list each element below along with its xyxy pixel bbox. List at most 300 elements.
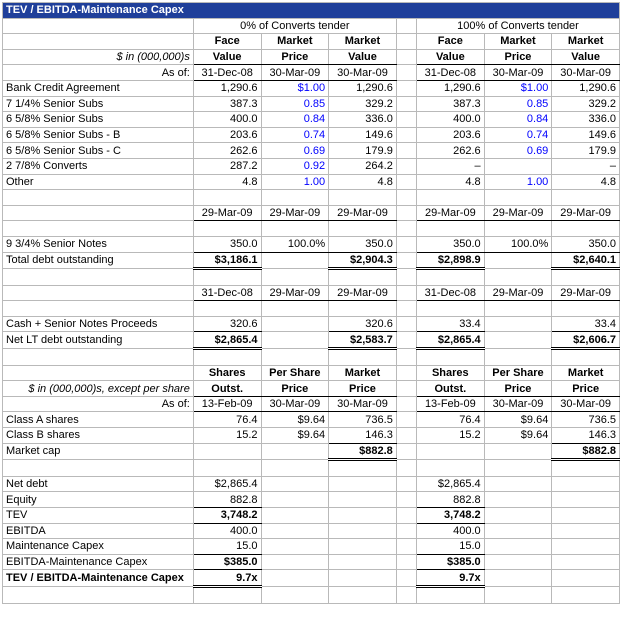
cell[interactable] [193,443,261,460]
value-cell[interactable]: 1,290.6 [329,80,397,96]
col-header[interactable]: Value [193,49,261,65]
value-cell[interactable]: 100.0% [484,236,552,252]
value-cell[interactable]: 13-Feb-09 [417,396,485,412]
value-cell[interactable]: Outst. [193,381,261,397]
cell[interactable] [484,443,552,460]
value-cell[interactable]: 0.74 [261,127,329,143]
value-cell[interactable]: 882.8 [417,492,485,508]
row-label[interactable]: 9 3/4% Senior Notes [3,236,194,252]
value-cell[interactable] [484,252,552,269]
value-cell[interactable]: 15.2 [193,428,261,444]
value-cell[interactable]: $3,186.1 [193,252,261,269]
as-of-label[interactable]: As of: [3,396,194,412]
cell[interactable] [552,349,620,366]
cell[interactable] [484,539,552,555]
col-header[interactable]: Value [552,49,620,65]
row-label[interactable]: 7 1/4% Senior Subs [3,96,194,112]
cell[interactable] [484,492,552,508]
cell[interactable] [329,554,397,570]
value-cell[interactable]: 400.0 [193,112,261,128]
cell[interactable] [261,221,329,237]
spacer-cell[interactable] [396,65,416,81]
col-header[interactable]: Market [329,34,397,50]
spacer-cell[interactable] [396,539,416,555]
spacer-cell[interactable] [396,460,416,477]
cell[interactable] [3,460,194,477]
cell[interactable] [484,570,552,587]
spacer-cell[interactable] [396,252,416,269]
date-cell[interactable]: 30-Mar-09 [261,65,329,81]
value-cell[interactable]: $9.64 [261,428,329,444]
total-debt-row [3,252,620,269]
value-cell[interactable]: Outst. [417,381,485,397]
row-label[interactable]: Class A shares [3,412,194,428]
value-cell[interactable]: 264.2 [329,158,397,174]
date-cell[interactable]: 30-Mar-09 [552,65,620,81]
value-cell[interactable]: Per Share [484,365,552,381]
row-label[interactable]: Bank Credit Agreement [3,80,194,96]
value-cell[interactable]: 30-Mar-09 [329,396,397,412]
spacer-cell[interactable] [396,174,416,190]
row-label[interactable]: Equity [3,492,194,508]
cell[interactable] [261,443,329,460]
value-cell[interactable]: 100.0% [261,236,329,252]
value-cell[interactable]: 3,748.2 [193,508,261,524]
value-cell[interactable]: 30-Mar-09 [484,396,552,412]
value-cell[interactable]: $385.0 [193,554,261,570]
cell[interactable] [3,285,194,301]
spacer-cell[interactable] [396,523,416,539]
cell[interactable] [484,269,552,286]
cell[interactable] [329,221,397,237]
value-cell[interactable]: 387.3 [193,96,261,112]
spacer-cell[interactable] [396,190,416,206]
spacer-cell[interactable] [396,554,416,570]
value-cell[interactable]: 400.0 [417,112,485,128]
spacer-cell[interactable] [396,269,416,286]
spacer-cell[interactable] [396,80,416,96]
value-cell[interactable]: $2,904.3 [329,252,397,269]
value-cell[interactable]: $2,640.1 [552,252,620,269]
cell[interactable] [261,269,329,286]
value-cell[interactable]: $2,865.4 [193,476,261,492]
value-cell[interactable]: 15.0 [417,539,485,555]
value-cell[interactable]: 350.0 [552,236,620,252]
value-cell[interactable]: Price [484,381,552,397]
spacer-cell[interactable] [396,285,416,301]
row-label[interactable]: EBITDA [3,523,194,539]
row-label[interactable]: Market cap [3,443,194,460]
value-cell[interactable]: 0.69 [261,143,329,159]
value-cell[interactable]: – [552,158,620,174]
value-cell[interactable]: $1.00 [261,80,329,96]
value-cell[interactable]: 76.4 [193,412,261,428]
cell[interactable] [261,492,329,508]
col-header[interactable]: Market [484,34,552,50]
value-cell[interactable]: 4.8 [552,174,620,190]
value-cell[interactable]: 15.0 [193,539,261,555]
cell[interactable] [417,460,485,477]
cell[interactable] [261,570,329,587]
cell[interactable] [3,34,194,50]
cell[interactable] [484,460,552,477]
spacer-cell[interactable] [396,316,416,332]
row-label[interactable]: Maintenance Capex [3,539,194,555]
value-cell[interactable]: 0.84 [484,112,552,128]
units-label[interactable]: $ in (000,000)s, except per share [3,381,194,397]
value-cell[interactable]: $9.64 [484,412,552,428]
cell[interactable] [329,269,397,286]
value-cell[interactable] [484,332,552,349]
value-cell[interactable] [484,158,552,174]
row-label[interactable]: EBITDA-Maintenance Capex [3,554,194,570]
cell[interactable] [552,523,620,539]
cell[interactable] [261,301,329,317]
value-cell[interactable]: – [417,158,485,174]
cell[interactable] [484,554,552,570]
spacer-cell[interactable] [396,365,416,381]
cell[interactable] [261,586,329,603]
spacer-cell[interactable] [396,396,416,412]
cell[interactable] [193,301,261,317]
value-cell[interactable] [261,316,329,332]
row-label[interactable]: 2 7/8% Converts [3,158,194,174]
cell[interactable] [193,586,261,603]
cell[interactable] [484,586,552,603]
cell[interactable] [261,349,329,366]
cell[interactable] [484,508,552,524]
value-cell[interactable]: 329.2 [552,96,620,112]
cell[interactable] [3,221,194,237]
row-label[interactable]: TEV [3,508,194,524]
cell[interactable] [329,301,397,317]
value-cell[interactable]: 0.92 [261,158,329,174]
value-cell[interactable]: Price [552,381,620,397]
row-label[interactable]: TEV / EBITDA-Maintenance Capex [3,570,194,587]
cell[interactable] [552,570,620,587]
cell[interactable] [552,269,620,286]
row-label[interactable]: Class B shares [3,428,194,444]
cell[interactable] [552,554,620,570]
value-cell[interactable]: 29-Mar-09 [261,285,329,301]
cell[interactable] [3,301,194,317]
cash-date-row [3,285,620,301]
cell[interactable] [329,523,397,539]
value-cell[interactable]: $2,583.7 [329,332,397,349]
value-cell[interactable]: $1.00 [484,80,552,96]
value-cell[interactable]: 350.0 [329,236,397,252]
cell[interactable] [261,523,329,539]
value-cell[interactable]: 4.8 [417,174,485,190]
spacer-cell[interactable] [396,412,416,428]
value-cell[interactable]: 9.7x [417,570,485,587]
spacer-cell[interactable] [396,476,416,492]
value-cell[interactable]: 31-Dec-08 [417,285,485,301]
equity-header-row [3,365,620,381]
spacer-cell[interactable] [396,34,416,50]
cell[interactable] [552,460,620,477]
spacer-cell[interactable] [396,205,416,221]
value-cell[interactable]: 29-Mar-09 [484,285,552,301]
spacer-cell[interactable] [396,381,416,397]
value-cell[interactable]: 400.0 [417,523,485,539]
value-cell[interactable]: 29-Mar-09 [552,285,620,301]
value-cell[interactable] [261,252,329,269]
value-cell[interactable] [261,332,329,349]
value-cell[interactable]: 31-Dec-08 [193,285,261,301]
cell[interactable] [3,190,194,206]
value-cell[interactable]: 29-Mar-09 [329,285,397,301]
value-cell[interactable]: 33.4 [417,316,485,332]
value-cell[interactable]: 15.2 [417,428,485,444]
cell[interactable] [329,476,397,492]
cell[interactable] [417,443,485,460]
value-cell[interactable]: 149.6 [329,127,397,143]
date-cell[interactable]: 31-Dec-08 [417,65,485,81]
spacer-cell[interactable] [396,96,416,112]
cell[interactable] [552,221,620,237]
row-label[interactable]: Total debt outstanding [3,252,194,269]
value-cell[interactable]: 336.0 [329,112,397,128]
spacer-cell[interactable] [396,332,416,349]
col-header[interactable]: Value [329,49,397,65]
cell[interactable] [3,18,194,34]
debt-row [3,112,620,128]
cell[interactable] [3,205,194,221]
value-cell[interactable]: 1,290.6 [193,80,261,96]
value-cell[interactable]: 4.8 [329,174,397,190]
value-cell[interactable]: Market [329,365,397,381]
value-cell[interactable]: 13-Feb-09 [193,396,261,412]
value-cell[interactable]: 1,290.6 [552,80,620,96]
cell[interactable] [484,476,552,492]
value-cell[interactable]: Shares [417,365,485,381]
cell[interactable] [329,539,397,555]
summary-row [3,523,620,539]
value-cell[interactable]: 736.5 [552,412,620,428]
spacer-cell[interactable] [396,221,416,237]
cell[interactable] [3,269,194,286]
value-cell[interactable]: Market [552,365,620,381]
value-cell[interactable]: $9.64 [484,428,552,444]
cell[interactable] [329,349,397,366]
cell[interactable] [552,508,620,524]
col-header[interactable]: Price [261,49,329,65]
value-cell[interactable]: $882.8 [329,443,397,460]
cell[interactable] [417,190,485,206]
value-cell[interactable]: Price [261,381,329,397]
value-cell[interactable]: $2,865.4 [417,476,485,492]
spacer-cell[interactable] [396,49,416,65]
date-cell[interactable]: 30-Mar-09 [484,65,552,81]
value-cell[interactable]: $2,865.4 [417,332,485,349]
cell[interactable] [193,269,261,286]
scenario-1-header[interactable]: 0% of Converts tender [193,18,396,34]
as-of-label[interactable]: As of: [3,65,194,81]
value-cell[interactable]: 146.3 [552,428,620,444]
spacer-cell[interactable] [396,443,416,460]
cell[interactable] [417,221,485,237]
value-cell[interactable]: 350.0 [417,236,485,252]
value-cell[interactable] [484,316,552,332]
value-cell[interactable]: 262.6 [193,143,261,159]
scenario-2-header[interactable]: 100% of Converts tender [417,18,620,34]
value-cell[interactable]: 882.8 [193,492,261,508]
cell[interactable] [484,221,552,237]
cell[interactable] [3,586,194,603]
cell[interactable] [552,301,620,317]
value-cell[interactable]: Per Share [261,365,329,381]
value-cell[interactable]: 320.6 [193,316,261,332]
cell[interactable] [261,508,329,524]
value-cell[interactable]: $2,865.4 [193,332,261,349]
row-label[interactable]: Net debt [3,476,194,492]
row-label[interactable]: 6 5/8% Senior Subs [3,112,194,128]
cell[interactable] [552,539,620,555]
value-cell[interactable]: 336.0 [552,112,620,128]
value-cell[interactable]: 329.2 [329,96,397,112]
value-cell[interactable]: 4.8 [193,174,261,190]
tev-spreadsheet [2,2,620,604]
cell[interactable] [329,190,397,206]
value-cell[interactable]: 30-Mar-09 [552,396,620,412]
value-cell[interactable]: 387.3 [417,96,485,112]
cell[interactable] [3,349,194,366]
value-cell[interactable]: Price [329,381,397,397]
value-cell[interactable]: 0.85 [261,96,329,112]
cell[interactable] [193,190,261,206]
value-cell[interactable]: 400.0 [193,523,261,539]
value-cell[interactable]: 76.4 [417,412,485,428]
date-cell[interactable]: 31-Dec-08 [193,65,261,81]
value-cell[interactable]: 29-Mar-09 [261,205,329,221]
spacer-cell[interactable] [396,301,416,317]
spacer-cell[interactable] [396,492,416,508]
value-cell[interactable]: 1.00 [484,174,552,190]
cell[interactable] [261,539,329,555]
cell[interactable] [417,586,485,603]
value-cell[interactable]: 29-Mar-09 [329,205,397,221]
cell[interactable] [417,301,485,317]
cell[interactable] [193,349,261,366]
cell[interactable] [193,221,261,237]
cell[interactable] [484,301,552,317]
cell[interactable] [417,269,485,286]
cell[interactable] [261,460,329,477]
cell[interactable] [329,492,397,508]
value-cell[interactable]: 1.00 [261,174,329,190]
value-cell[interactable]: 203.6 [193,127,261,143]
value-cell[interactable]: 3,748.2 [417,508,485,524]
cell[interactable] [552,190,620,206]
debt-row [3,143,620,159]
value-cell[interactable]: 0.84 [261,112,329,128]
cell[interactable] [552,492,620,508]
cell[interactable] [329,460,397,477]
spacer-cell[interactable] [396,158,416,174]
value-cell[interactable]: 0.85 [484,96,552,112]
value-cell[interactable]: $2,606.7 [552,332,620,349]
row-label[interactable]: Other [3,174,194,190]
row-label[interactable]: Net LT debt outstanding [3,332,194,349]
value-cell[interactable]: 1,290.6 [417,80,485,96]
value-cell[interactable]: 262.6 [417,143,485,159]
value-cell[interactable]: $385.0 [417,554,485,570]
cell[interactable] [261,476,329,492]
col-header[interactable]: Market [552,34,620,50]
spacer-cell[interactable] [396,143,416,159]
col-header[interactable]: Value [417,49,485,65]
cell[interactable] [484,523,552,539]
cell[interactable] [261,554,329,570]
value-cell[interactable]: 179.9 [552,143,620,159]
value-cell[interactable]: 9.7x [193,570,261,587]
value-cell[interactable]: 29-Mar-09 [193,205,261,221]
value-cell[interactable]: 0.74 [484,127,552,143]
spacer-cell[interactable] [396,18,416,34]
cash-row [3,316,620,332]
spacer-cell[interactable] [396,428,416,444]
spacer-cell[interactable] [396,586,416,603]
value-cell[interactable]: 33.4 [552,316,620,332]
value-cell[interactable]: 29-Mar-09 [417,205,485,221]
date-cell[interactable]: 30-Mar-09 [329,65,397,81]
value-cell[interactable]: 29-Mar-09 [552,205,620,221]
row-label[interactable]: 6 5/8% Senior Subs - B [3,127,194,143]
value-cell[interactable]: 29-Mar-09 [484,205,552,221]
value-cell[interactable]: 30-Mar-09 [261,396,329,412]
cell[interactable] [329,570,397,587]
cell[interactable] [329,586,397,603]
value-cell[interactable]: 146.3 [329,428,397,444]
cell[interactable] [3,365,194,381]
spacer-cell[interactable] [396,236,416,252]
value-cell[interactable]: $2,898.9 [417,252,485,269]
value-cell[interactable]: $882.8 [552,443,620,460]
value-cell[interactable]: 179.9 [329,143,397,159]
value-cell[interactable]: 736.5 [329,412,397,428]
value-cell[interactable]: 0.69 [484,143,552,159]
row-label[interactable]: Cash + Senior Notes Proceeds [3,316,194,332]
cell[interactable] [552,586,620,603]
row-label[interactable]: 6 5/8% Senior Subs - C [3,143,194,159]
value-cell[interactable]: 320.6 [329,316,397,332]
col-header[interactable]: Market [261,34,329,50]
cell[interactable] [484,190,552,206]
value-cell[interactable]: Shares [193,365,261,381]
col-header[interactable]: Face [193,34,261,50]
value-cell[interactable]: 149.6 [552,127,620,143]
cell[interactable] [193,460,261,477]
value-cell[interactable]: $9.64 [261,412,329,428]
col-header[interactable]: Face [417,34,485,50]
units-label[interactable]: $ in (000,000)s [3,49,194,65]
cell[interactable] [417,349,485,366]
spacer-cell[interactable] [396,127,416,143]
spacer-cell[interactable] [396,570,416,587]
col-header[interactable]: Price [484,49,552,65]
value-cell[interactable]: 350.0 [193,236,261,252]
spacer-cell[interactable] [396,349,416,366]
cell[interactable] [552,476,620,492]
cell[interactable] [329,508,397,524]
cell[interactable] [484,349,552,366]
spacer-cell[interactable] [396,112,416,128]
value-cell[interactable]: 203.6 [417,127,485,143]
cell[interactable] [261,190,329,206]
spacer-cell[interactable] [396,508,416,524]
value-cell[interactable]: 287.2 [193,158,261,174]
